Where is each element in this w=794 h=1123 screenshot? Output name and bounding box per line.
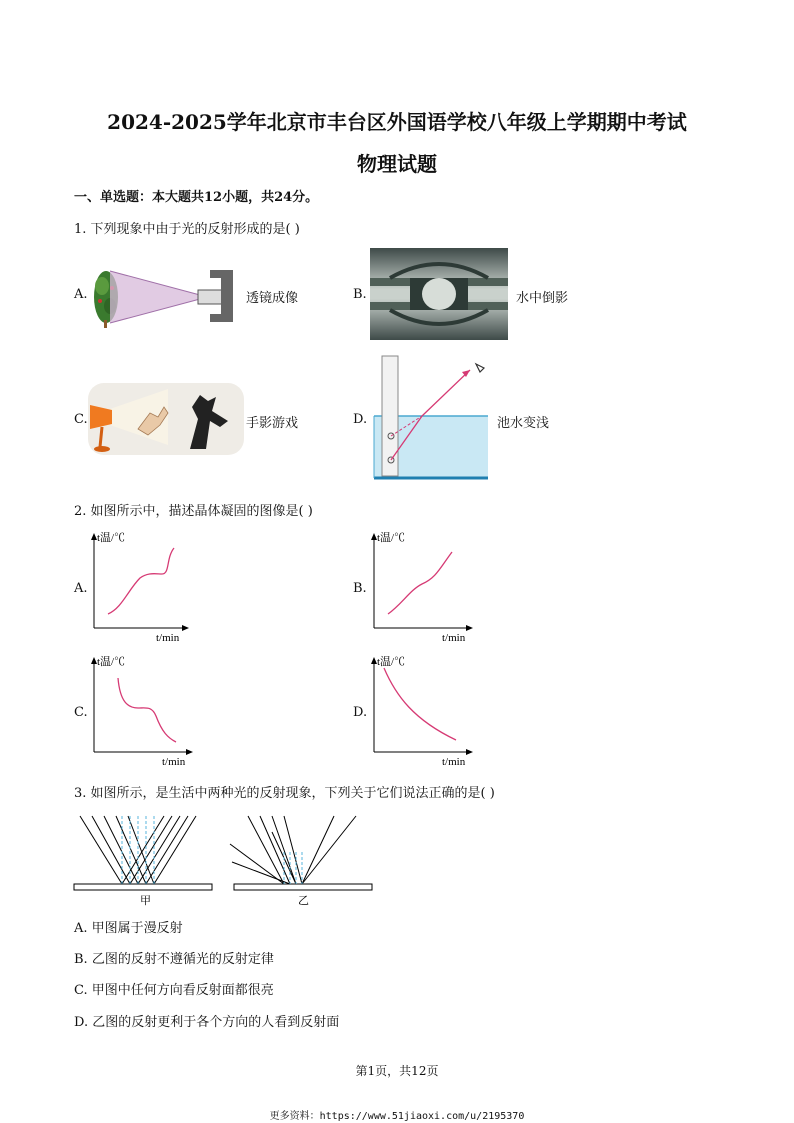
- q1-option-a-letter: A.: [74, 287, 88, 302]
- q1-option-b-caption: 水中倒影: [516, 291, 569, 306]
- q2-option-b-letter: B.: [353, 581, 367, 596]
- page-number: 第1页，共12页: [355, 1064, 439, 1078]
- water-reflection-photo: [370, 248, 508, 340]
- q1-option-c-letter: C.: [74, 412, 88, 427]
- graph-b-y-label: t温/℃: [377, 532, 406, 544]
- exam-title: 2024-2025学年北京市丰台区外国语学校八年级上学期期中考试: [107, 110, 687, 134]
- q1-option-d-caption: 池水变浅: [497, 416, 550, 431]
- q1-option-b-letter: B.: [353, 287, 367, 302]
- q1-stem: 1. 下列现象中由于光的反射形成的是( ): [74, 222, 300, 237]
- graph-b-x-label: t/min: [442, 632, 466, 644]
- q1-option-a-caption: 透镜成像: [246, 291, 299, 306]
- q1-option-d-letter: D.: [353, 412, 368, 427]
- graph-c: [88, 652, 198, 770]
- q2-stem: 2. 如图所示中，描述晶体凝固的图像是( ): [74, 504, 313, 519]
- q3-option-b: B. 乙图的反射不遵循光的反射定律: [74, 952, 274, 967]
- q3-option-a: A. 甲图属于漫反射: [74, 921, 183, 936]
- q2-option-a-letter: A.: [74, 581, 88, 596]
- source-watermark: 更多资料：https://www.51jiaoxi.com/u/2195370: [269, 1111, 525, 1122]
- shadow-play-figure: [88, 383, 244, 455]
- fig-label-jia: 甲: [140, 895, 151, 907]
- graph-c-y-label: t温/℃: [97, 656, 126, 668]
- graph-c-x-label: t/min: [162, 756, 186, 768]
- section-heading: 一、单选题：本大题共12小题，共24分。: [74, 190, 319, 205]
- graph-d-x-label: t/min: [442, 756, 466, 768]
- graph-a-x-label: t/min: [156, 632, 180, 644]
- q2-option-d-letter: D.: [353, 705, 368, 720]
- q3-stem: 3. 如图所示，是生活中两种光的反射现象，下列关于它们说法正确的是( ): [74, 786, 495, 801]
- q3-option-c: C. 甲图中任何方向看反射面都很亮: [74, 983, 274, 998]
- fig-label-yi: 乙: [298, 895, 309, 907]
- q1-option-c-caption: 手影游戏: [246, 416, 299, 431]
- lens-imaging-figure: [88, 266, 243, 328]
- reflection-figure: [72, 812, 377, 908]
- graph-b: [368, 528, 478, 646]
- exam-subtitle: 物理试题: [357, 152, 437, 176]
- q2-option-c-letter: C.: [74, 705, 88, 720]
- graph-d: [368, 652, 478, 770]
- pool-shallow-figure: [372, 354, 490, 482]
- q3-option-d: D. 乙图的反射更利于各个方向的人看到反射面: [74, 1015, 340, 1030]
- graph-d-y-label: t温/℃: [377, 656, 406, 668]
- graph-a: [88, 528, 188, 646]
- graph-a-y-label: t温/℃: [97, 532, 126, 544]
